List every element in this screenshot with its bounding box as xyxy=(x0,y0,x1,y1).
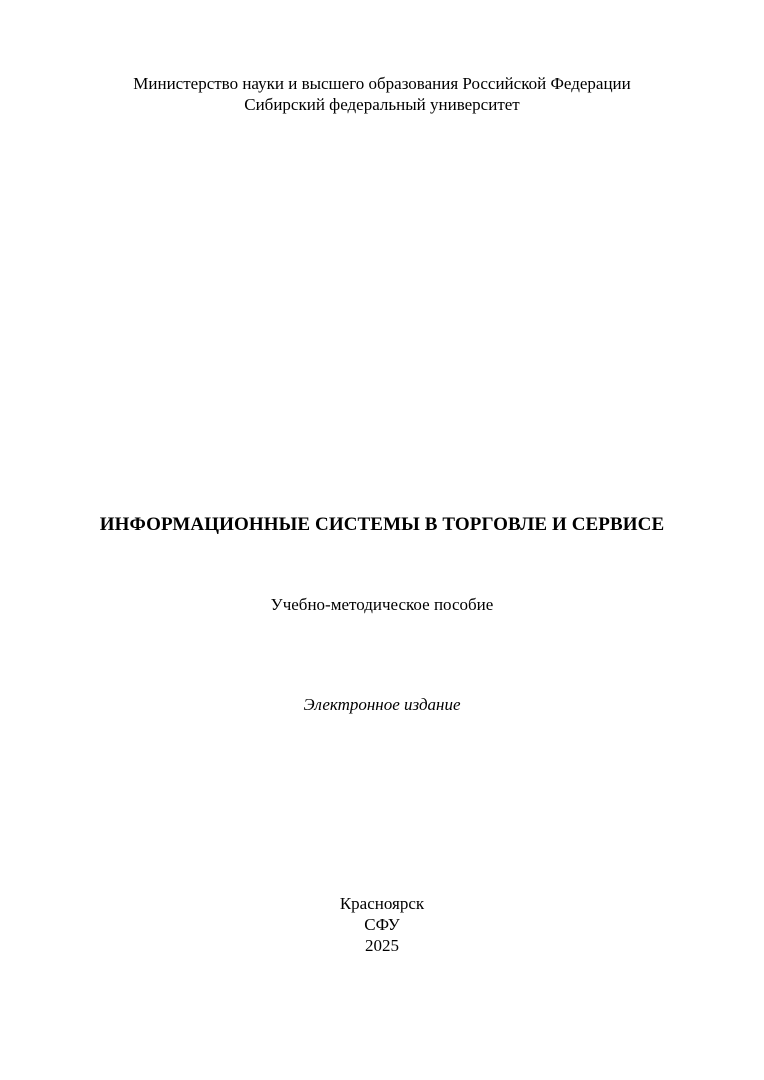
header-block xyxy=(0,73,764,115)
imprint-publisher: СФУ xyxy=(364,915,400,934)
document-title: ИНФОРМАЦИОННЫЕ СИСТЕМЫ В ТОРГОВЛЕ И СЕРВИСЕ xyxy=(99,514,665,535)
imprint-year: 2025 xyxy=(365,936,399,955)
edition-note: Электронное издание xyxy=(303,695,461,714)
document-type: Учебно-методическое пособие xyxy=(270,595,494,614)
university-name: Сибирский федеральный университет xyxy=(244,95,520,114)
imprint-block xyxy=(0,893,764,956)
imprint-city: Красноярск xyxy=(339,894,425,913)
ministry-name: Министерство науки и высшего образования Российской Федерации xyxy=(133,74,631,93)
